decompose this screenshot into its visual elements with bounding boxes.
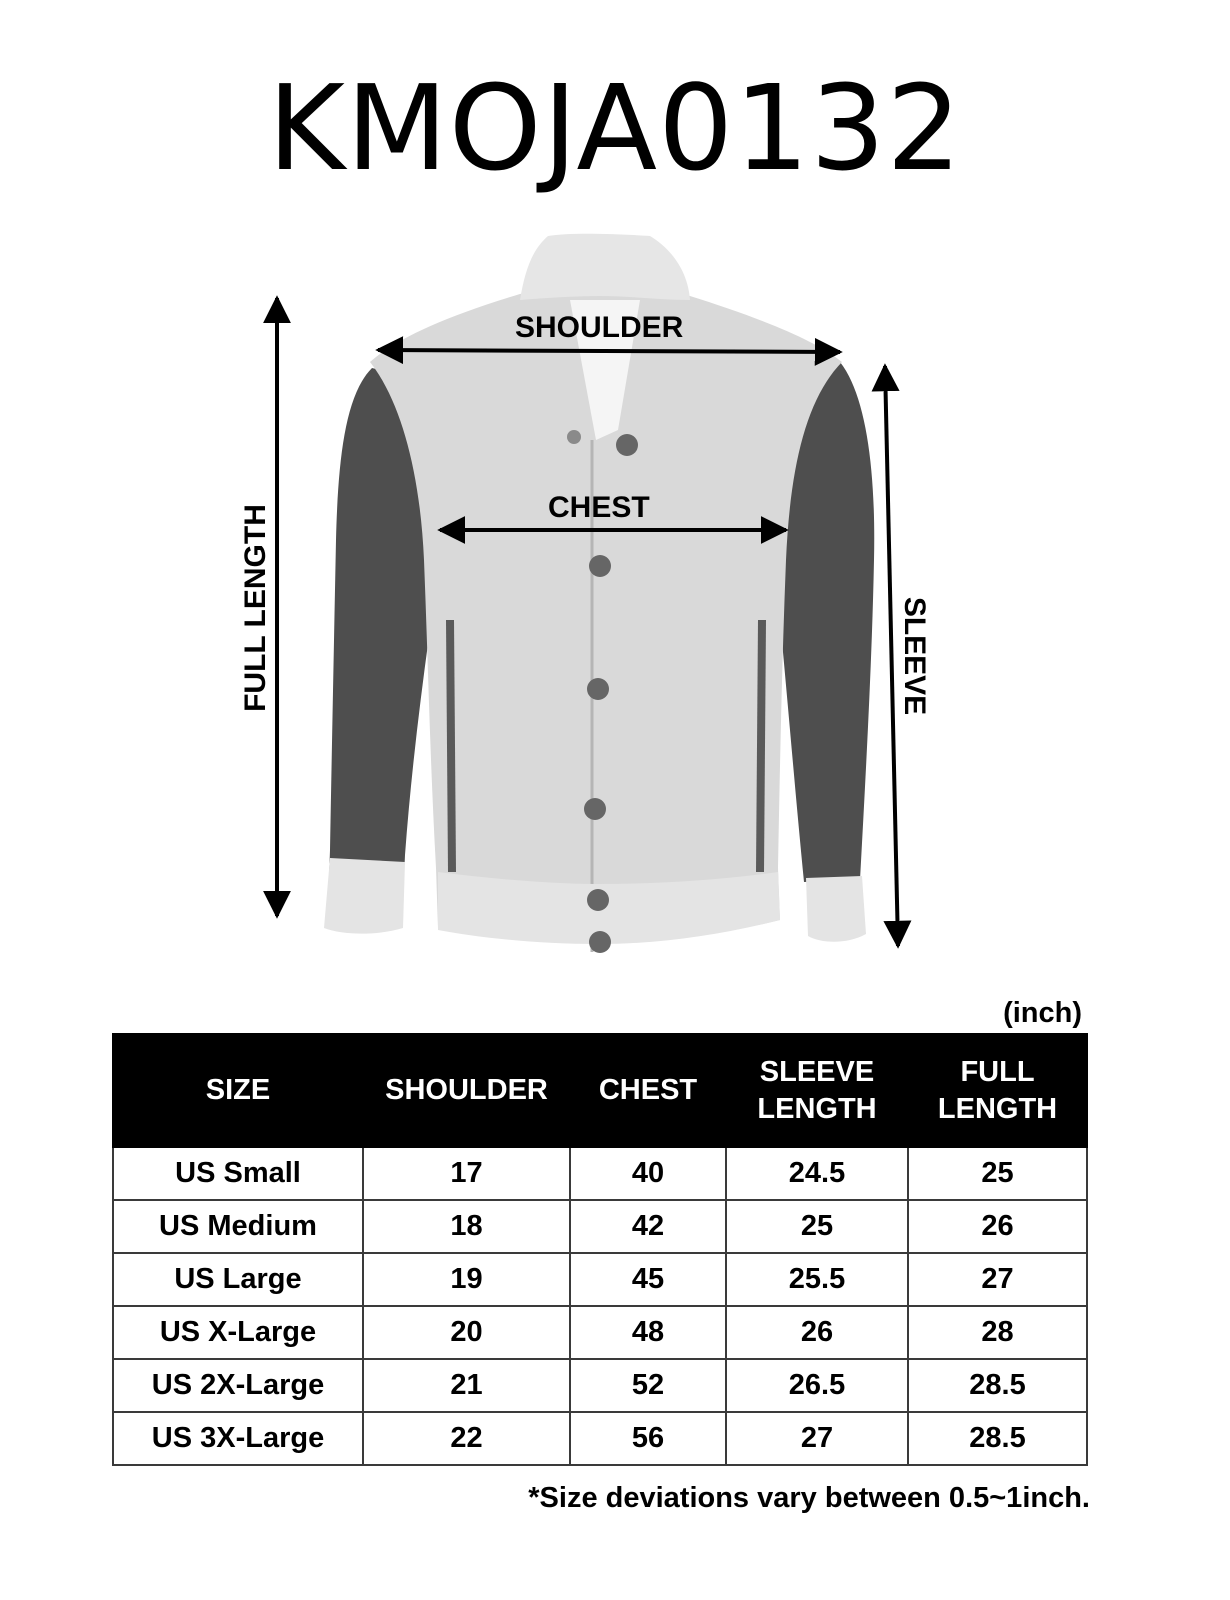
sleeve-label: SLEEVE xyxy=(898,596,931,716)
shoulder-cell: 19 xyxy=(363,1253,570,1306)
table-row xyxy=(113,1412,1087,1465)
sleeve-length-cell: 27 xyxy=(726,1412,908,1465)
button xyxy=(587,889,609,911)
table-row xyxy=(113,1200,1087,1253)
button xyxy=(589,555,611,577)
sleeve-length-cell: 25 xyxy=(726,1200,908,1253)
button xyxy=(587,678,609,700)
chest-cell: 48 xyxy=(570,1306,726,1359)
full-length-cell: 28.5 xyxy=(908,1412,1087,1465)
header-shoulder: SHOULDER xyxy=(363,1034,570,1147)
size-cell: US 3X-Large xyxy=(113,1412,363,1465)
size-cell: US Small xyxy=(113,1147,363,1200)
size-cell: US 2X-Large xyxy=(113,1359,363,1412)
shoulder-label: SHOULDER xyxy=(515,311,684,344)
chest-label: CHEST xyxy=(548,491,650,524)
table-row xyxy=(113,1147,1087,1200)
right-cuff xyxy=(806,876,866,942)
sleeve-length-cell: 25.5 xyxy=(726,1253,908,1306)
jacket-collar xyxy=(520,234,690,300)
sleeve-arrow xyxy=(885,366,898,946)
chest-cell: 56 xyxy=(570,1412,726,1465)
table-row xyxy=(113,1359,1087,1412)
left-cuff xyxy=(324,858,405,934)
full-length-cell: 28 xyxy=(908,1306,1087,1359)
full-length-cell: 28.5 xyxy=(908,1359,1087,1412)
shoulder-cell: 22 xyxy=(363,1412,570,1465)
header-sleeve-length: SLEEVE LENGTH xyxy=(726,1034,908,1147)
size-cell: US Medium xyxy=(113,1200,363,1253)
table-row xyxy=(113,1253,1087,1306)
chest-cell: 40 xyxy=(570,1147,726,1200)
table-header-row xyxy=(113,1034,1087,1147)
button xyxy=(589,931,611,953)
full-length-cell: 27 xyxy=(908,1253,1087,1306)
full-length-label: FULL LENGTH xyxy=(239,504,272,712)
button xyxy=(616,434,638,456)
chest-cell: 42 xyxy=(570,1200,726,1253)
size-deviation-note: *Size deviations vary between 0.5~1inch. xyxy=(528,1482,1090,1514)
full-length-cell: 25 xyxy=(908,1147,1087,1200)
size-cell: US X-Large xyxy=(113,1306,363,1359)
sleeve-length-cell: 26.5 xyxy=(726,1359,908,1412)
header-size: SIZE xyxy=(113,1034,363,1147)
table-row xyxy=(113,1306,1087,1359)
full-length-cell: 26 xyxy=(908,1200,1087,1253)
sleeve-length-cell: 26 xyxy=(726,1306,908,1359)
button xyxy=(584,798,606,820)
product-code-title: KMOJA0132 xyxy=(267,59,963,197)
header-chest: CHEST xyxy=(570,1034,726,1147)
size-chart-table xyxy=(112,1033,1088,1466)
shoulder-cell: 20 xyxy=(363,1306,570,1359)
snap-button xyxy=(567,430,581,444)
size-cell: US Large xyxy=(113,1253,363,1306)
header-full-length: FULL LENGTH xyxy=(908,1034,1087,1147)
chest-cell: 52 xyxy=(570,1359,726,1412)
shoulder-cell: 17 xyxy=(363,1147,570,1200)
shoulder-cell: 21 xyxy=(363,1359,570,1412)
shoulder-arrow xyxy=(378,350,840,352)
unit-label: (inch) xyxy=(1003,997,1082,1029)
sleeve-length-cell: 24.5 xyxy=(726,1147,908,1200)
chest-cell: 45 xyxy=(570,1253,726,1306)
shoulder-cell: 18 xyxy=(363,1200,570,1253)
